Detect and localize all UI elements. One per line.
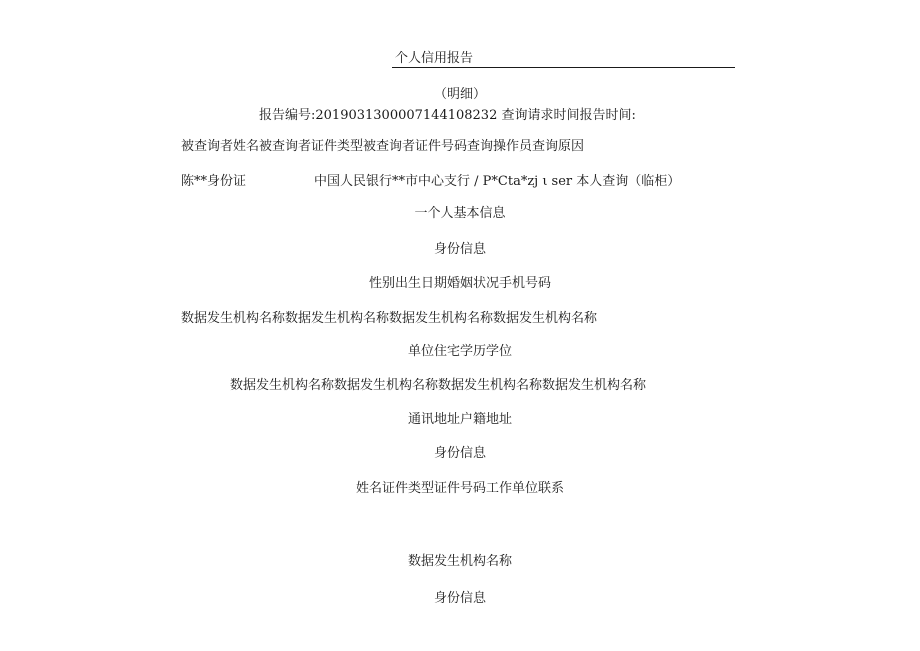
contact-field-labels: 姓名证件类型证件号码工作单位联系 <box>355 481 564 496</box>
section-basic-info: 一个人基本信息 <box>414 206 506 221</box>
section-identity-info: 身份信息 <box>433 446 486 461</box>
data-source-row: 数据发生机构名称 <box>407 554 512 569</box>
report-number-line: 报告编号:2019031300007144108232 查询请求时间报告时间: <box>259 108 636 123</box>
title-underline <box>392 67 735 68</box>
data-source-row: 数据发生机构名称数据发生机构名称数据发生机构名称数据发生机构名称 <box>230 378 647 393</box>
section-identity-info: 身份信息 <box>433 591 486 606</box>
work-field-labels: 单位住宅学历学位 <box>407 344 512 359</box>
query-org-operator-reason: 中国人民银行**市中心支行 / P*Cta*zj ι ser 本人查询（临柜） <box>314 174 681 189</box>
report-subtitle: （明细） <box>433 87 486 102</box>
query-header-row: 被查询者姓名被查询者证件类型被查询者证件号码查询操作员查询原因 <box>181 139 585 154</box>
address-field-labels: 通讯地址户籍地址 <box>407 412 512 427</box>
data-source-row: 数据发生机构名称数据发生机构名称数据发生机构名称数据发生机构名称 <box>181 311 598 326</box>
query-name-id-type: 陈**身份证 <box>181 174 247 189</box>
identity-field-labels: 性别出生日期婚姻状况手机号码 <box>368 276 551 291</box>
report-title: 个人信用报告 <box>395 51 474 66</box>
section-identity-info: 身份信息 <box>433 242 486 257</box>
